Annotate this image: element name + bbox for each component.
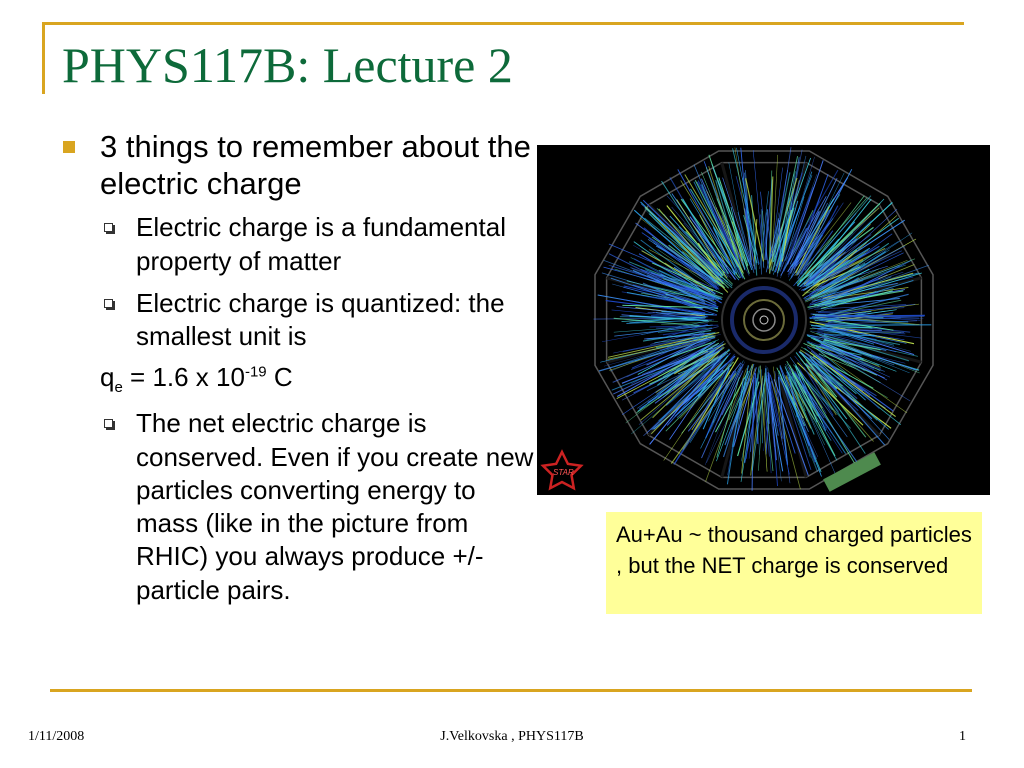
charge-formula: [60, 361, 540, 398]
formula-symbol: q: [100, 362, 115, 393]
footer-author: J.Velkovska , PHYS117B: [440, 729, 584, 744]
slide-title: PHYS117B: Lecture 2: [62, 37, 513, 93]
rhic-collision-image: [537, 145, 990, 495]
square-bullet-icon: [63, 141, 75, 153]
sub-bullet-text: Electric charge is quantized: the smallest unit is: [136, 287, 505, 352]
star-logo-icon: [543, 452, 581, 488]
formula-unit: C: [266, 362, 293, 393]
sub-bullet: [60, 407, 540, 607]
checkbox-bullet-icon: [104, 299, 113, 308]
top-border: [42, 22, 964, 25]
main-bullet: [60, 128, 540, 202]
sub-bullet: [60, 211, 540, 278]
footer-date: 1/11/2008: [28, 729, 85, 744]
formula-value: = 1.6 x 10: [122, 362, 245, 393]
sub-bullet-text: The net electric charge is conserved. Even if you create new particles converting energy to mass (like in the picture from RHIC) you always produce +/- particle pairs.: [136, 408, 534, 605]
star-logo-text: STAR: [553, 468, 574, 477]
bottom-border: [50, 689, 972, 692]
sub-bullet-text: Electric charge is a fundamental property of matter: [136, 212, 506, 276]
page-number: 1: [959, 729, 966, 744]
formula-subscript: e: [114, 379, 123, 397]
main-bullet-text: 3 things to remember about the electric charge: [100, 129, 531, 202]
checkbox-bullet-icon: [104, 419, 113, 428]
formula-exponent: -19: [244, 363, 267, 381]
left-border: [42, 22, 45, 94]
checkbox-bullet-icon: [104, 223, 113, 232]
bullet-list: [60, 128, 540, 607]
sub-bullet: [60, 287, 540, 354]
caption-box: Au+Au ~ thousand charged particles , but the NET charge is conserved: [606, 512, 982, 614]
inner-detector-core: [722, 278, 806, 362]
